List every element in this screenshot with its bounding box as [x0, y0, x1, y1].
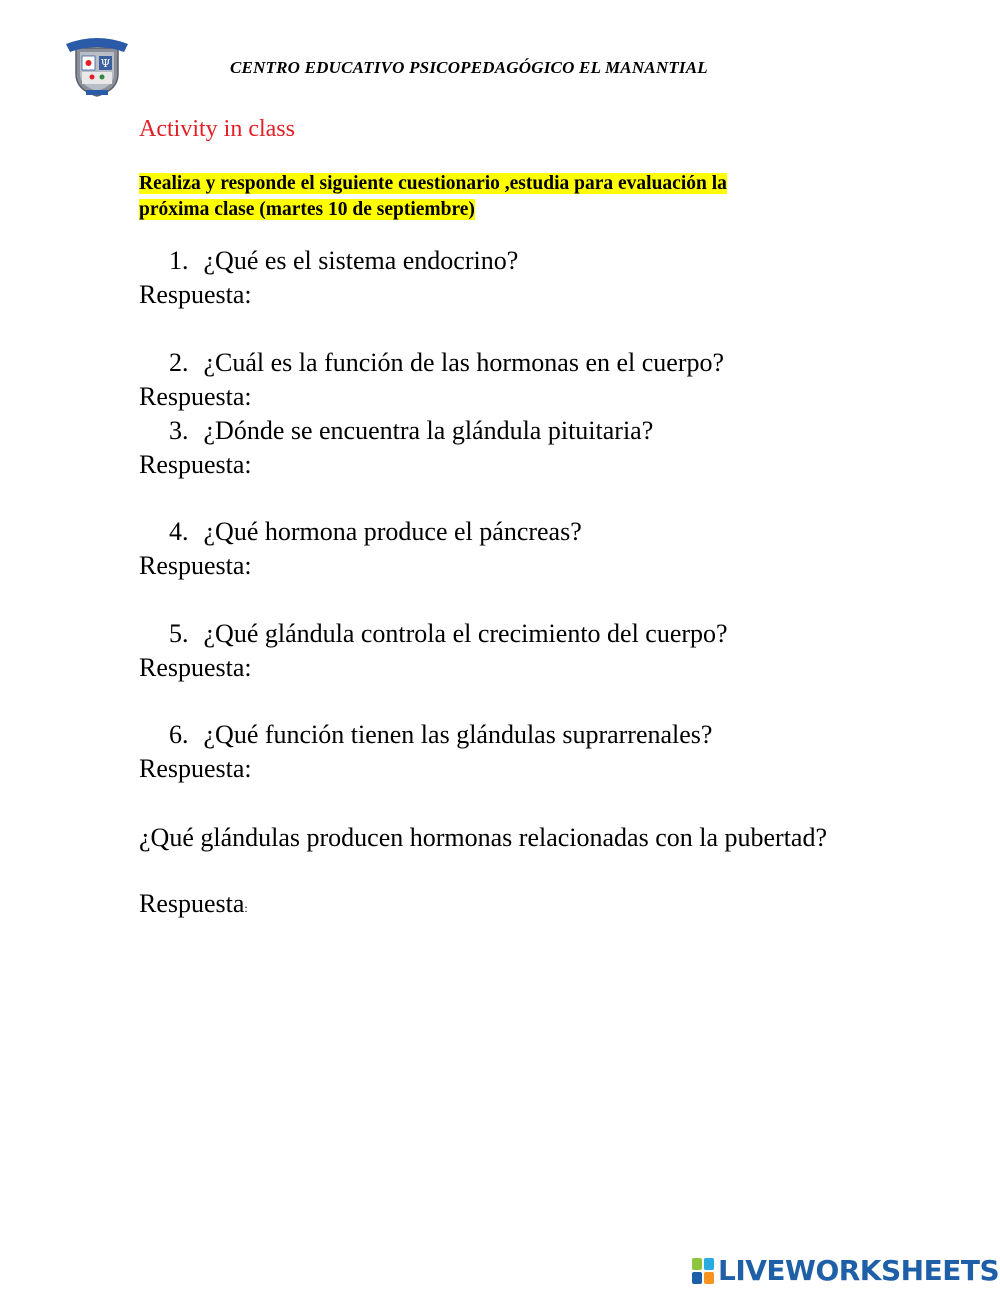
answer-label-last [139, 889, 248, 919]
answer-label: Respuesta: [139, 551, 252, 580]
question-number: 4. [169, 517, 189, 546]
question-number: 5. [169, 619, 189, 648]
school-name: CENTRO EDUCATIVO PSICOPEDAGÓGICO EL MANANTIAL [230, 58, 708, 77]
question-number: 3. [169, 416, 189, 445]
question-text: ¿Qué glándula controla el crecimiento del cuerpo? [203, 619, 728, 648]
liveworksheets-logo [692, 1254, 999, 1287]
question-7: ¿Qué glándulas producen hormonas relacionadas con la pubertad? [139, 823, 828, 852]
question-2 [169, 348, 724, 378]
answer-label: Respuesta: [139, 754, 252, 783]
question-text: ¿Cuál es la función de las hormonas en el cuerpo? [203, 348, 725, 377]
liveworksheets-brand: LIVEWORKSHEETS [718, 1254, 1000, 1287]
question-6 [169, 720, 712, 750]
answer-label: Respuesta: [139, 450, 252, 479]
question-1 [169, 246, 518, 276]
answer-label: Respuesta: [139, 382, 252, 411]
question-number: 2. [169, 348, 189, 377]
answer-label: Respuesta: [139, 653, 252, 682]
liveworksheets-icon [692, 1258, 714, 1284]
answer-label-text: Respuesta [139, 889, 245, 918]
answer-colon: : [244, 901, 248, 915]
question-number: 6. [169, 720, 189, 749]
activity-title: Activity in class [139, 116, 295, 142]
school-crest-icon [62, 34, 132, 98]
question-text: ¿Qué hormona produce el páncreas? [203, 517, 582, 546]
svg-text:Ψ: Ψ [100, 57, 111, 70]
instruction-line-1: Realiza y responde el siguiente cuestionario ,estudia para evaluación la [139, 173, 727, 194]
question-text: ¿Qué es el sistema endocrino? [203, 246, 519, 275]
question-5 [169, 619, 728, 649]
instruction-text [139, 171, 859, 223]
instruction-line-2: próxima clase (martes 10 de septiembre) [139, 199, 475, 220]
question-4 [169, 517, 582, 547]
answer-label: Respuesta: [139, 280, 252, 309]
question-text: ¿Dónde se encuentra la glándula pituitaria? [203, 416, 654, 445]
question-number: 1. [169, 246, 189, 275]
question-3 [169, 416, 653, 446]
question-text: ¿Qué función tienen las glándulas suprarrenales? [203, 720, 713, 749]
